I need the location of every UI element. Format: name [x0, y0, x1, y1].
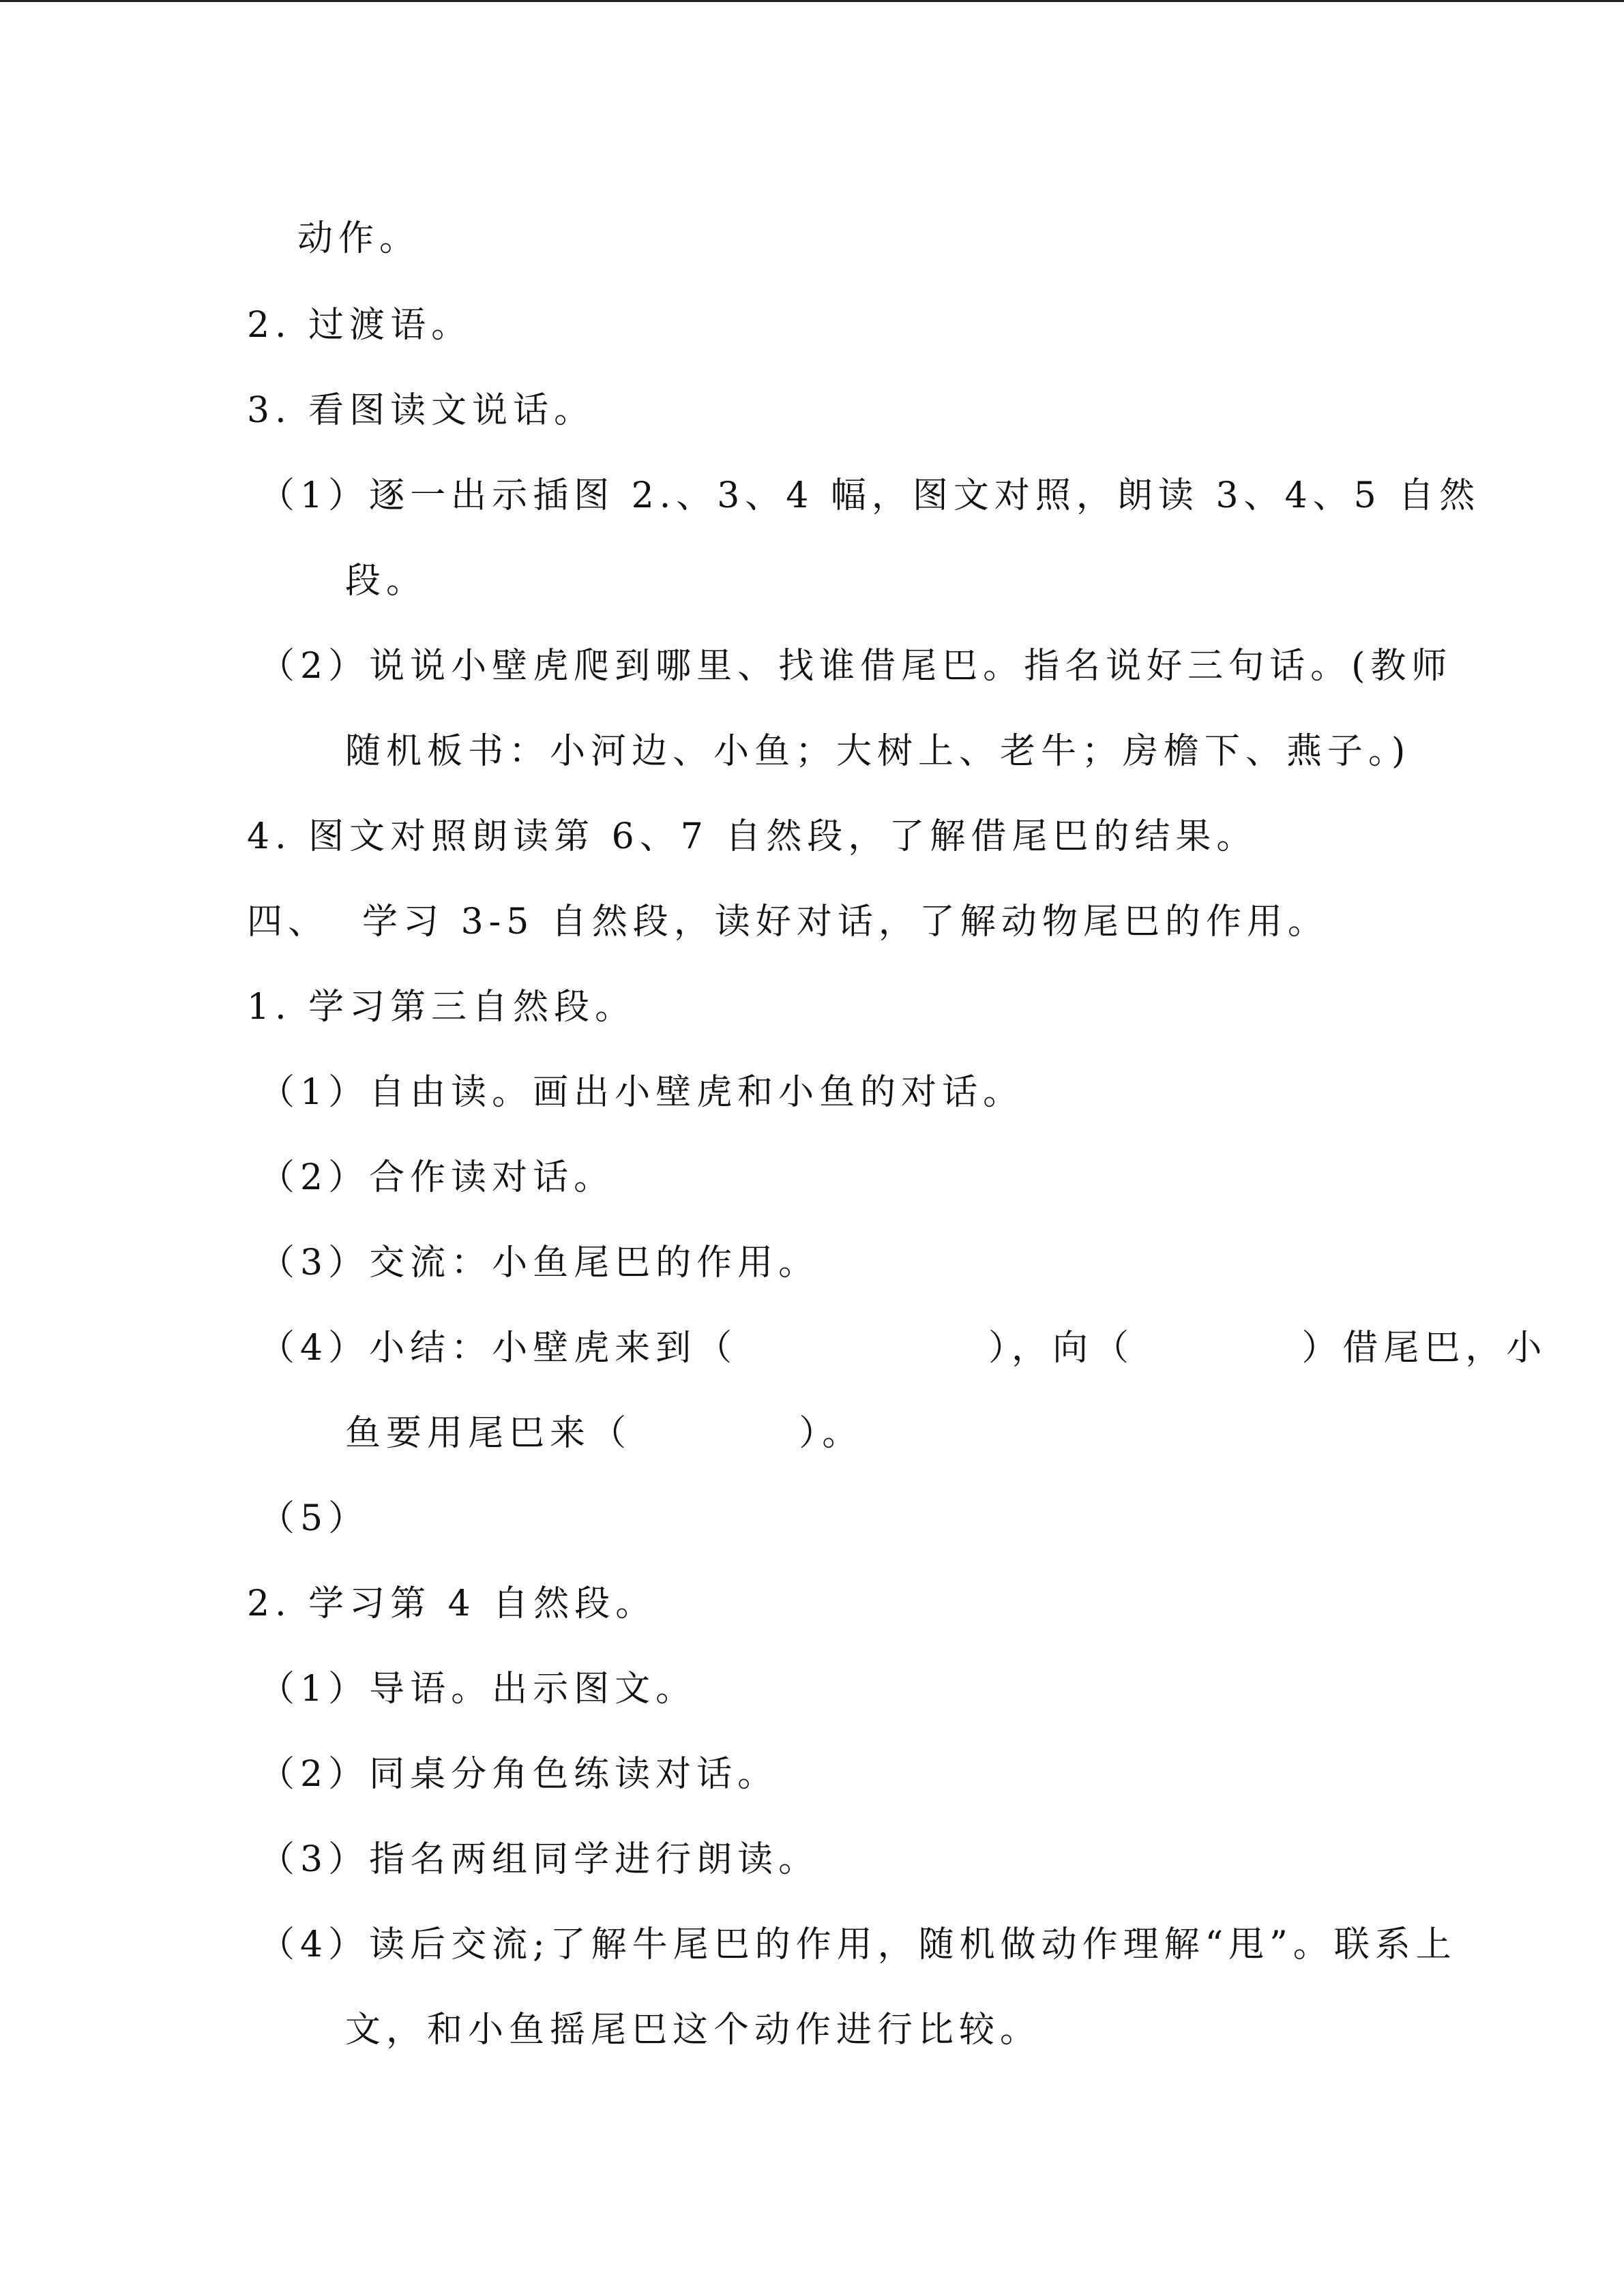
text-line: 1. 学习第三自然段。 — [247, 987, 636, 1028]
text-line: （3）交流：小鱼尾巴的作用。 — [259, 1242, 820, 1283]
text-line: 段。 — [345, 561, 428, 601]
fill-in-blank-line: （4）小结：小壁虎来到（ ），向（ ）借尾巴，小 — [259, 1328, 1548, 1369]
text-line: （3）指名两组同学进行朗读。 — [259, 1839, 820, 1880]
text-line: （2）说说小壁虎爬到哪里、找谁借尾巴。指名说好三句话。(教师 — [259, 646, 1453, 687]
text-line: 2. 学习第 4 自然段。 — [247, 1583, 657, 1624]
text-line: （1）逐一出示插图 2.、3、4 幅，图文对照，朗读 3、4、5 自然 — [259, 475, 1481, 516]
text-line: （5） — [259, 1498, 370, 1539]
text-line: （2）合作读对话。 — [259, 1157, 615, 1198]
text-line: 文，和小鱼摇尾巴这个动作进行比较。 — [345, 2010, 1042, 2051]
text-line: 2. 过渡语。 — [247, 305, 473, 346]
text-line: （1）导语。出示图文。 — [259, 1669, 697, 1710]
text-line: （1）自由读。画出小壁虎和小鱼的对话。 — [259, 1072, 1024, 1113]
top-border-rule — [0, 0, 1624, 2]
fill-in-blank-line: 鱼要用尾巴来（ ）。 — [345, 1413, 863, 1454]
text-line: 动作。 — [297, 218, 421, 259]
text-line: 随机板书：小河边、小鱼；大树上、老牛；房檐下、燕子。) — [345, 731, 1411, 772]
text-line: 4. 图文对照朗读第 6、7 自然段，了解借尾巴的结果。 — [247, 816, 1258, 857]
text-line: 3. 看图读文说话。 — [247, 390, 595, 431]
section-heading: 四、 学习 3-5 自然段，读好对话，了解动物尾巴的作用。 — [247, 901, 1329, 942]
text-line: （4）读后交流;了解牛尾巴的作用，随机做动作理解“甩”。联系上 — [259, 1924, 1457, 1965]
text-line: （2）同桌分角色练读对话。 — [259, 1754, 779, 1795]
